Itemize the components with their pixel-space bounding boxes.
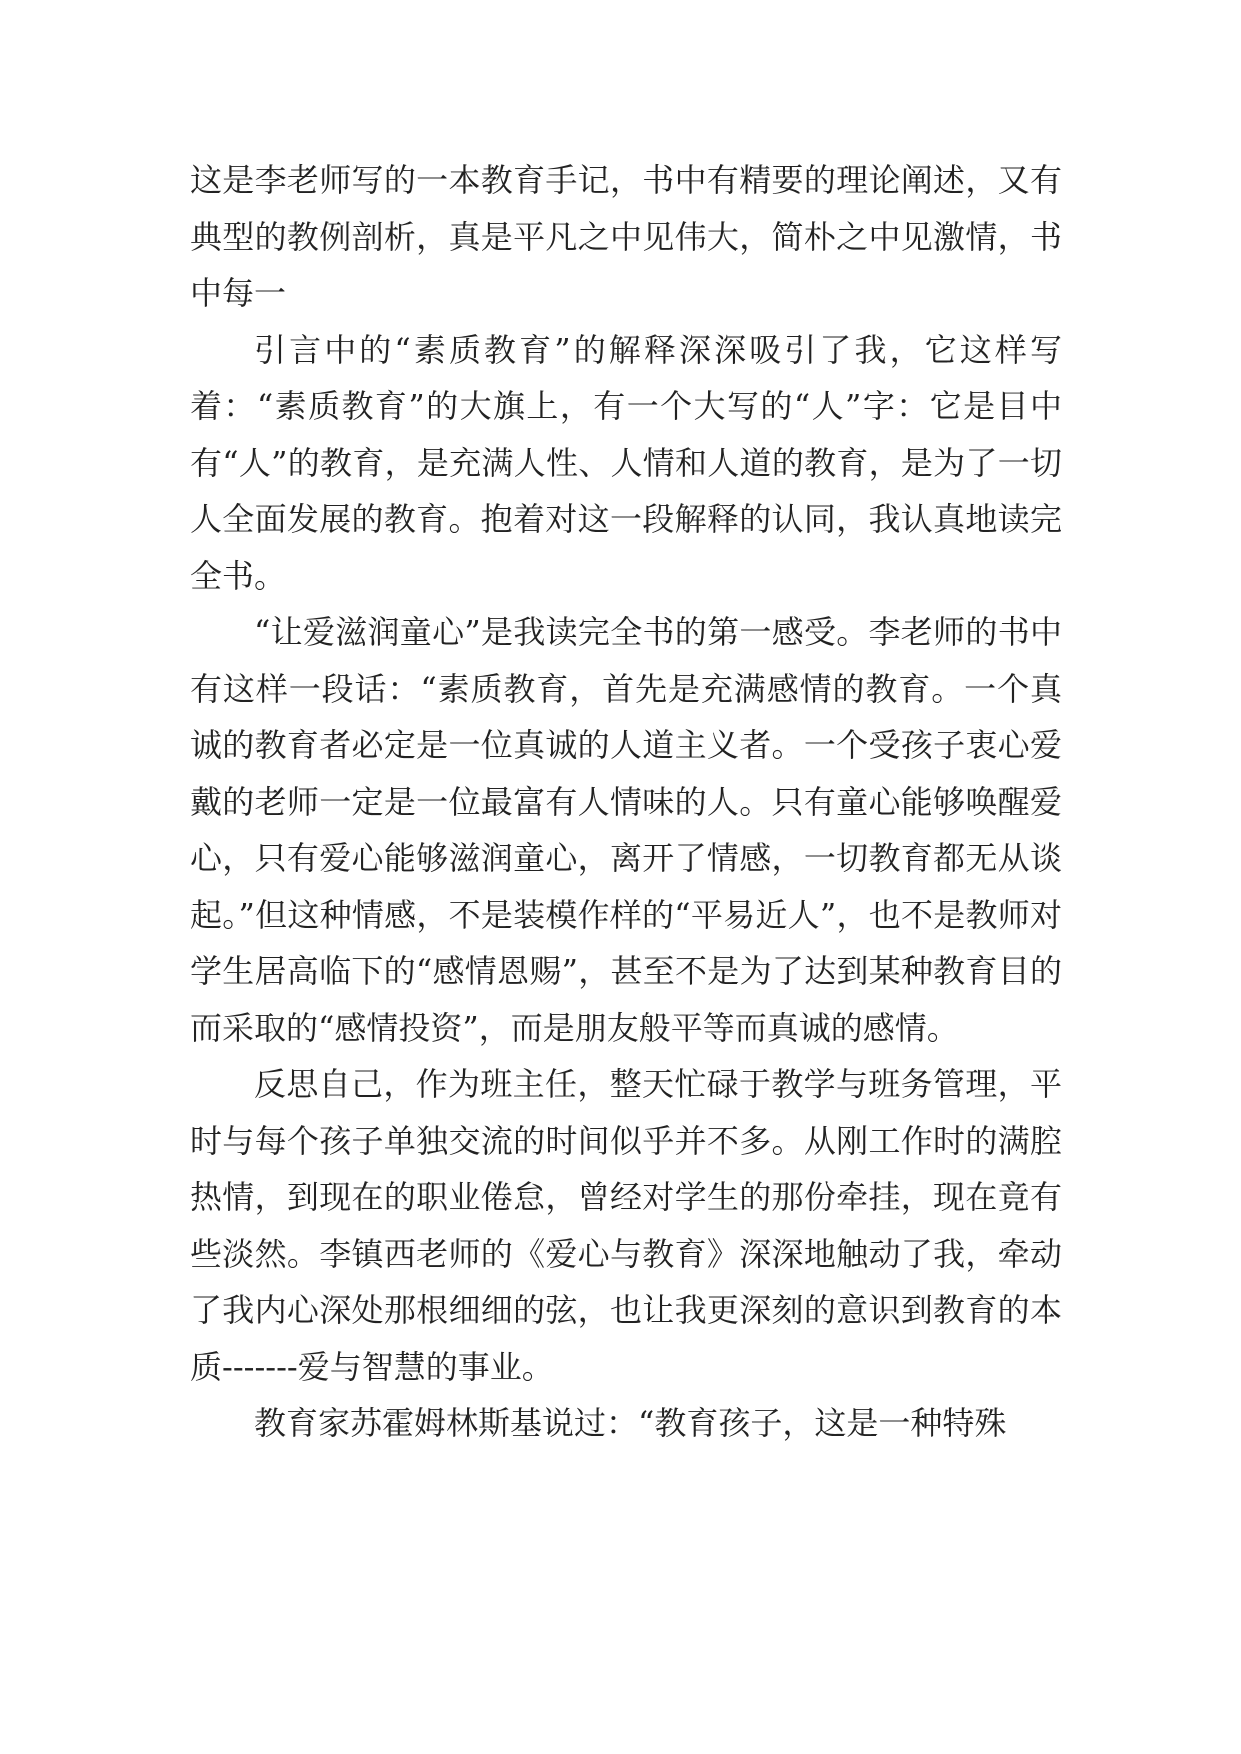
paragraph-1: [190, 152, 1062, 322]
text-line: 平等而真诚的感情。: [670, 1008, 959, 1047]
document-body: [190, 152, 1062, 1452]
text-line: 到教育的本质-------爱与智慧的事业。: [190, 1291, 1062, 1386]
paragraph-5: [190, 1395, 1062, 1452]
text-line: 书中有这样一段话：“素质教育，首先是充满感情的教育。: [190, 613, 1062, 708]
text-line: 能够唤醒爱心，只有爱心能够滋润童心，离开了情感，一切: [190, 782, 1062, 877]
text-line: “让爱滋润童心”是我读完全书的第一感受。李老师的: [254, 613, 998, 651]
text-line: 满腔热情，到现在的职业倦怠，曾经对学生的那份牵挂，现: [190, 1121, 1062, 1216]
text-line: 在竟有些淡然。李镇西老师的《爱心与教育》深深地触动了: [190, 1178, 1062, 1273]
text-line: 反思自己，作为班主任，整天忙碌于教学与班务管理，: [254, 1065, 1030, 1103]
paragraph-4: [190, 1056, 1062, 1395]
text-line: 教育都无从谈起。”但这种情感，不是装模作样的“平易近: [190, 839, 1062, 934]
text-line: 引言中的“素质教育”的解释深深吸引了我，它这样写: [254, 330, 1062, 369]
paragraph-3: [190, 604, 1062, 1056]
text-line: 一个真诚的教育者必定是一位真诚的人道主义者。一个受孩: [190, 669, 1062, 764]
text-line: 目中有“人”的教育，是充满人性、人情和人道的教育，是: [190, 387, 1062, 482]
text-line: 书中每一: [190, 217, 1062, 312]
paragraph-2: [190, 322, 1062, 605]
text-line: 教育家苏霍姆林斯基说过：“教育孩子，这是一种特殊: [254, 1404, 1007, 1442]
text-line: 子衷心爱戴的老师一定是一位最富有人情味的人。只有童心: [190, 726, 1062, 821]
text-line: 为了一切人全面发展的教育。抱着对这一段解释的认同，我: [190, 443, 1062, 538]
text-line: 有典型的教例剖析，真是平凡之中见伟大，简朴之中见激情，: [190, 161, 1062, 256]
text-line: 这是李老师写的一本教育手记，书中有精要的理论阐述，又: [190, 161, 1030, 199]
text-line: 认真地读完全书。: [190, 500, 1062, 595]
text-line: 我，牵动了我内心深处那根细细的弦，也让我更深刻的意识: [190, 1234, 1062, 1329]
text-line: 着：“素质教育”的大旗上，有一个大写的“人”字：它是: [190, 387, 997, 425]
text-line: 人”，也不是教师对学生居高临下的“感情恩赐”，甚至不是: [190, 895, 1062, 990]
text-line: 为了达到某种教育目的而采取的“感情投资”，而是朋友般: [190, 952, 1062, 1047]
text-line: 平时与每个孩子单独交流的时间似乎并不多。从刚工作时的: [190, 1065, 1062, 1160]
